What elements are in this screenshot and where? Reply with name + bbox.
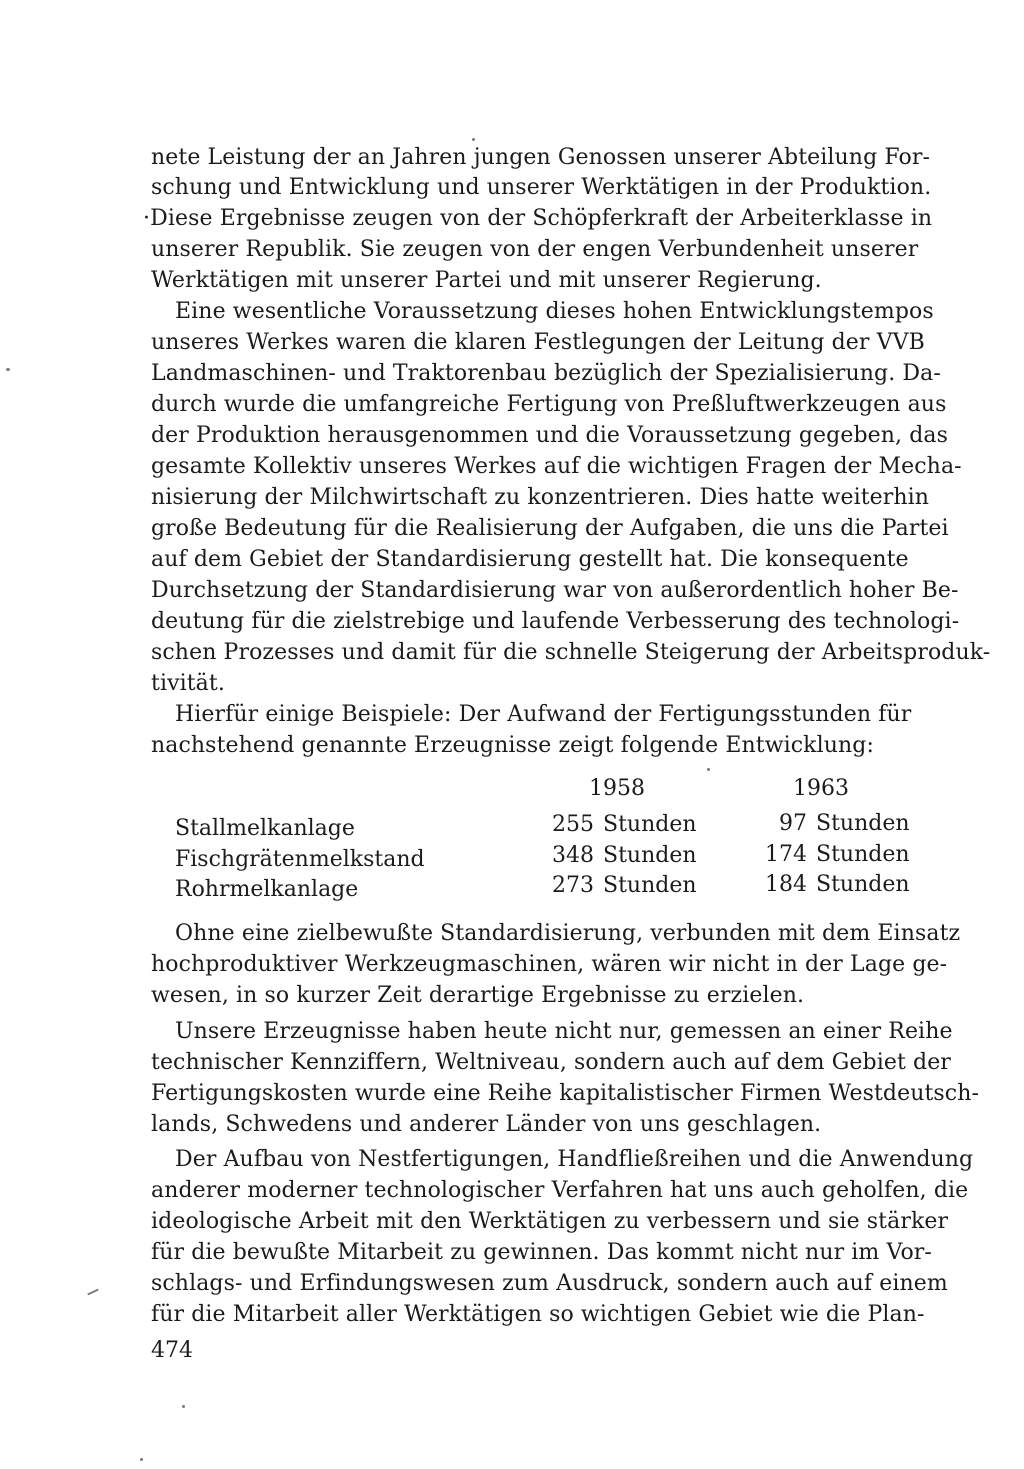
table-cell-unit: Stunden bbox=[603, 843, 697, 868]
scan-speck bbox=[140, 1458, 143, 1461]
text-line: Ohne eine zielbewußte Standardisierung, verbunden mit dem Einsatz bbox=[175, 921, 961, 946]
text-line: für die bewußte Mitarbeit zu gewinnen. Das kommt nicht nur im Vor- bbox=[151, 1240, 932, 1265]
text-line: Hierfür einige Beispiele: Der Aufwand der Fertigungsstunden für bbox=[175, 702, 912, 727]
text-line: nete Leistung der an Jahren jungen Genossen unserer Abteilung For- bbox=[151, 145, 931, 170]
table-cell-unit: Stunden bbox=[816, 811, 910, 836]
text-line: anderer moderner technologischer Verfahren hat uns auch geholfen, die bbox=[151, 1178, 969, 1203]
table-row-label: Stallmelkanlage bbox=[175, 816, 355, 841]
text-line: ideologische Arbeit mit den Werktätigen zu verbessern und sie stärker bbox=[151, 1209, 949, 1234]
text-line: lands, Schwedens und anderer Länder von uns geschlagen. bbox=[151, 1112, 822, 1137]
text-line: nachstehend genannte Erzeugnisse zeigt folgende Entwicklung: bbox=[151, 733, 874, 758]
text-line: ·Diese Ergebnisse zeugen von der Schöpferkraft der Arbeiterklasse in bbox=[143, 206, 933, 231]
text-line: wesen, in so kurzer Zeit derartige Ergebnisse zu erzielen. bbox=[151, 983, 805, 1008]
scan-speck bbox=[707, 768, 710, 771]
text-line: unserer Republik. Sie zeugen von der engen Verbundenheit unserer bbox=[151, 237, 919, 262]
text-line: der Produktion herausgenommen und die Voraussetzung gegeben, das bbox=[151, 423, 949, 448]
table-cell-1958: 255 bbox=[552, 812, 594, 837]
text-line: Werktätigen mit unserer Partei und mit unserer Regierung. bbox=[151, 268, 822, 293]
text-line: schen Prozesses und damit für die schnelle Steigerung der Arbeitsproduk- bbox=[151, 640, 991, 665]
text-line: durch wurde die umfangreiche Fertigung von Preßluftwerkzeugen aus bbox=[151, 392, 947, 417]
text-line: Fertigungskosten wurde eine Reihe kapitalistischer Firmen Westdeutsch- bbox=[151, 1081, 980, 1106]
table-cell-1958: 348 bbox=[552, 843, 594, 868]
text-line: unseres Werkes waren die klaren Festlegungen der Leitung der VVB bbox=[151, 330, 925, 355]
table-cell-1963: 174 bbox=[765, 842, 807, 867]
text-line: schlags- und Erfindungswesen zum Ausdruck, sondern auch auf einem bbox=[151, 1271, 948, 1296]
table-cell-unit: Stunden bbox=[816, 842, 910, 867]
table-cell-1963: 184 bbox=[765, 872, 807, 897]
table-cell-1963: 97 bbox=[779, 811, 807, 836]
text-line: Eine wesentliche Voraussetzung dieses hohen Entwicklungstempos bbox=[175, 299, 934, 324]
text-line: technischer Kennziffern, Weltniveau, sondern auch auf dem Gebiet der bbox=[151, 1050, 951, 1075]
text-line: gesamte Kollektiv unseres Werkes auf die wichtigen Fragen der Mecha- bbox=[151, 454, 962, 479]
scan-speck bbox=[182, 1405, 185, 1408]
table-year-header: 1958 bbox=[589, 776, 645, 801]
scan-speck bbox=[472, 138, 475, 141]
table-cell-1958: 273 bbox=[552, 873, 594, 898]
scan-speck bbox=[6, 368, 10, 371]
text-line: große Bedeutung für die Realisierung der Aufgaben, die uns die Partei bbox=[151, 516, 949, 541]
table-year-header: 1963 bbox=[793, 776, 849, 801]
text-line: deutung für die zielstrebige und laufende Verbesserung des technologi- bbox=[151, 609, 960, 634]
table-cell-unit: Stunden bbox=[603, 873, 697, 898]
text-line: für die Mitarbeit aller Werktätigen so wichtigen Gebiet wie die Plan- bbox=[151, 1302, 925, 1327]
text-line: Der Aufbau von Nestfertigungen, Handfließreihen und die Anwendung bbox=[175, 1147, 974, 1172]
table-row-label: Rohrmelkanlage bbox=[175, 877, 359, 902]
text-line: auf dem Gebiet der Standardisierung gestellt hat. Die konsequente bbox=[151, 547, 909, 572]
text-line: hochproduktiver Werkzeugmaschinen, wären wir nicht in der Lage ge- bbox=[151, 952, 948, 977]
text-line: nisierung der Milchwirtschaft zu konzentrieren. Dies hatte weiterhin bbox=[151, 485, 930, 510]
text-line: Durchsetzung der Standardisierung war von außerordentlich hoher Be- bbox=[151, 578, 959, 603]
table-cell-unit: Stunden bbox=[816, 872, 910, 897]
table-row-label: Fischgrätenmelkstand bbox=[175, 847, 425, 872]
scan-speck bbox=[87, 1289, 99, 1296]
page-number: 474 bbox=[151, 1338, 193, 1363]
text-line: schung und Entwicklung und unserer Werktätigen in der Produktion. bbox=[151, 175, 932, 200]
text-line: tivität. bbox=[151, 671, 225, 696]
table-cell-unit: Stunden bbox=[603, 812, 697, 837]
text-line: Unsere Erzeugnisse haben heute nicht nur, gemessen an einer Reihe bbox=[175, 1019, 953, 1044]
text-line: Landmaschinen- und Traktorenbau bezüglich der Spezialisierung. Da- bbox=[151, 361, 941, 386]
